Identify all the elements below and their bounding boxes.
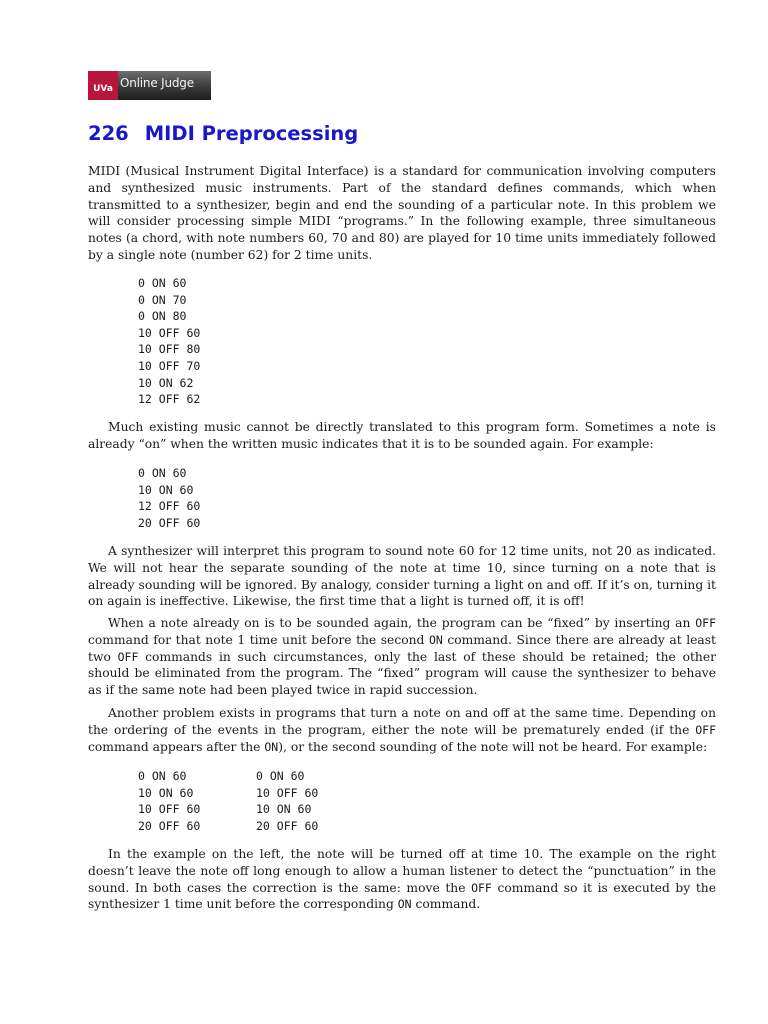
- code-line: 0 ON 80: [138, 309, 187, 324]
- code-line: 20 OFF 60: [138, 818, 201, 833]
- code-line: 20 OFF 60: [138, 515, 201, 530]
- intro-paragraph: MIDI (Musical Instrument Digital Interface) is a standard for communication involving computers and synthesized music instruments. Part of the standard defines commands, which when transmitted to a synthesizer, begin and end the sounding of a particular note. In this problem we will consider processing simple MIDI “programs.” In the following example, three simultaneous notes (a chord, with note numbers 60, 70 and 80) are played for 10 time units immediately followed by a single note (number 62) for 2 time units.: [88, 164, 716, 262]
- code-line: 20 OFF 60: [256, 818, 319, 833]
- problem-name: MIDI Preprocessing: [144, 122, 359, 145]
- code-line: 10 ON 62: [138, 375, 194, 390]
- code-line: 12 OFF 60: [138, 499, 201, 514]
- example-program-2: [138, 465, 200, 531]
- paragraph-6: In the example on the left, the note will be turned off at time 10. The example on the right doesn’t leave the note off long enough to allow a human listener to detect the “punctuation” in the sound. In both cases the correction is the same: move the OFF command so it is executed by the synthesizer 1 time unit before the corresponding ON command.: [88, 847, 716, 912]
- code-line: 12 OFF 62: [138, 392, 201, 407]
- problem-number: 226: [88, 122, 129, 145]
- code-line: 10 OFF 80: [138, 342, 201, 357]
- code-line: 10 OFF 60: [138, 325, 201, 340]
- example-program-3-left: [138, 768, 200, 834]
- example-program-3-right: [256, 768, 318, 834]
- code-line: 10 ON 60: [256, 802, 312, 817]
- code-line: 0 ON 60: [138, 769, 187, 783]
- code-line: 10 ON 60: [138, 482, 194, 497]
- uva-logo-mark: UVa: [88, 71, 118, 100]
- paragraph-4: When a note already on is to be sounded again, the program can be “fixed” by inserting an OFF command for that note 1 time unit before the second ON command. Since there are already at least two OFF commands in such circumstances, only the last of these should be retained; the other should be eliminated from the program. The “fixed” program will cause the synthesizer to behave as if the same note had been played twice in rapid succession.: [88, 616, 717, 698]
- code-line: 0 ON 70: [138, 292, 187, 307]
- problem-title: [88, 122, 358, 145]
- code-line: 0 ON 60: [138, 466, 187, 480]
- code-line: 10 OFF 70: [138, 358, 201, 373]
- paragraph-2: Much existing music cannot be directly translated to this program form. Sometimes a note is already “on” when the written music indicates that it is to be sounded again. For example:: [88, 420, 716, 451]
- code-line: 0 ON 60: [256, 769, 305, 783]
- paragraph-3: A synthesizer will interpret this program to sound note 60 for 12 time units, not 20 as indicated. We will not hear the separate sounding of the note at time 10, since turning on a note that is already sounding will be ignored. By analogy, consider turning a light on and off. If it’s on, turning it on again is ineffective. Likewise, the first time that a light is turned off, it is off!: [88, 544, 716, 609]
- code-line: 10 OFF 60: [256, 785, 319, 800]
- paragraph-5: Another problem exists in programs that turn a note on and off at the same time. Depending on the ordering of the events in the program, either the note will be prematurely ended (if the OFF command appears after the ON), or the second sounding of the note will not be heard. For example:: [88, 706, 716, 754]
- code-line: 0 ON 60: [138, 276, 187, 290]
- code-line: 10 ON 60: [138, 785, 194, 800]
- online-judge-logo-text: Online Judge: [120, 76, 194, 90]
- example-program-1: [138, 275, 200, 408]
- code-line: 10 OFF 60: [138, 802, 201, 817]
- uva-online-judge-logo: [88, 71, 211, 100]
